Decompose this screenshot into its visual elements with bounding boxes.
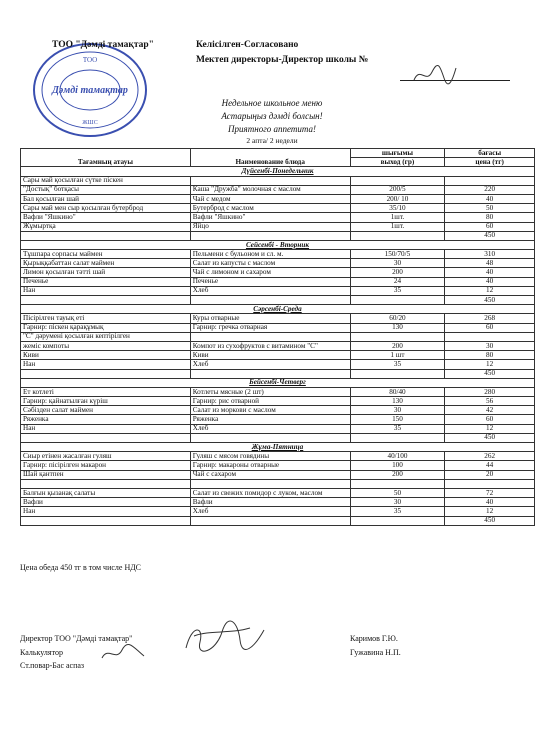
director-label: Директор ТОО "Дәмді тамақтар" [20, 634, 133, 643]
calculator-name: Гужавина Н.П. [350, 648, 401, 657]
menu-row [21, 341, 535, 350]
menu-row [21, 259, 535, 268]
dish-price: 50 [445, 204, 535, 213]
dish-price: 80 [445, 213, 535, 222]
dish-output: 200 [350, 268, 445, 277]
dish-price: 40 [445, 277, 535, 286]
menu-wish-kz: Астарыңыз дәмді болсын! [221, 111, 323, 121]
dish-name-kz: Гарнир: қайнатылған күріш [21, 397, 191, 406]
dish-output: 1шт. [350, 222, 445, 231]
dish-price: 48 [445, 259, 535, 268]
dish-price: 44 [445, 461, 535, 470]
header-output-kz: шығымы [350, 149, 445, 158]
menu-row [21, 360, 535, 369]
empty-cell [190, 516, 350, 525]
menu-row [21, 351, 535, 360]
dish-name-ru [190, 176, 350, 185]
dish-name-ru: Пельмени с бульоном и сл. м. [190, 250, 350, 259]
dish-name-kz: "С" дәрумені қосылған кептірілген [21, 332, 191, 341]
dish-name-ru: Яйцо [190, 222, 350, 231]
day-title: Сейсенбі - Вторник [21, 240, 535, 249]
dish-name-kz: Нан [21, 286, 191, 295]
day-header-row [21, 240, 535, 249]
svg-text:ЖШС: ЖШС [82, 120, 98, 126]
dish-output: 35/10 [350, 204, 445, 213]
dish-name-ru: Салат из моркови с маслом [190, 406, 350, 415]
dish-name-ru: Чай с медом [190, 194, 350, 203]
dish-output: 200/ 10 [350, 194, 445, 203]
menu-wish-ru: Приятного аппетита! [228, 124, 316, 134]
day-total: 450 [445, 516, 535, 525]
dish-name-ru: Гуляш с мясом говядины [190, 452, 350, 461]
dish-name-kz: Тұшпара сорпасы маймен [21, 250, 191, 259]
dish-output [350, 479, 445, 488]
dish-name-kz: Гарнир: пісірілген макарон [21, 461, 191, 470]
dish-name-kz: Вафли [21, 498, 191, 507]
dish-name-ru: Салат из капусты с маслом [190, 259, 350, 268]
svg-text:Дәмді тамақтар: Дәмді тамақтар [52, 85, 128, 96]
menu-row [21, 424, 535, 433]
dish-name-kz: Нан [21, 424, 191, 433]
day-total-row [21, 516, 535, 525]
dish-output: 35 [350, 286, 445, 295]
empty-cell [190, 231, 350, 240]
menu-row [21, 397, 535, 406]
dish-name-ru: Печенье [190, 277, 350, 286]
price-note: Цена обеда 450 тг в том числе НДС [20, 563, 142, 572]
dish-price: 12 [445, 507, 535, 516]
header-output-ru: выход (гр) [350, 158, 445, 167]
menu-title: Недельное школьное меню [221, 98, 323, 108]
dish-name-ru [190, 479, 350, 488]
dish-name-ru: Чай с лимоном и сахаром [190, 268, 350, 277]
day-total-row [21, 231, 535, 240]
dish-price: 42 [445, 406, 535, 415]
dish-name-ru: Хлеб [190, 360, 350, 369]
director-name: Каримов Г.Ю. [350, 634, 398, 643]
empty-cell [21, 433, 191, 442]
menu-row [21, 222, 535, 231]
dish-name-ru: Хлеб [190, 286, 350, 295]
menu-row [21, 286, 535, 295]
calculator-signature [98, 642, 148, 664]
calculator-label: Калькулятор [20, 648, 63, 657]
day-total-row [21, 369, 535, 378]
menu-row [21, 452, 535, 461]
day-header-row [21, 378, 535, 387]
menu-row [21, 268, 535, 277]
dish-price: 30 [445, 341, 535, 350]
empty-cell [350, 516, 445, 525]
dish-output: 200/5 [350, 185, 445, 194]
dish-output: 35 [350, 360, 445, 369]
day-header-row [21, 305, 535, 314]
dish-output: 130 [350, 397, 445, 406]
svg-text:ТОО: ТОО [82, 56, 98, 64]
empty-cell [350, 369, 445, 378]
dish-price: 60 [445, 323, 535, 332]
dish-name-ru: Вафли [190, 498, 350, 507]
dish-name-kz: Сары май мен сыр қосылған бутерброд [21, 204, 191, 213]
dish-price: 268 [445, 314, 535, 323]
header-price-ru: цена (тг) [445, 158, 535, 167]
empty-cell [350, 296, 445, 305]
chef-label: Ст.повар-Бас аспаз [20, 661, 85, 670]
empty-cell [190, 369, 350, 378]
day-header-row [21, 167, 535, 176]
dish-output: 1шт. [350, 213, 445, 222]
dish-name-kz: Ет котлеті [21, 387, 191, 396]
dish-output: 200 [350, 341, 445, 350]
org-name: ТОО "Дәмді тамақтар" [52, 40, 154, 50]
dish-name-ru: Компот из сухофруктов с витамином "С" [190, 341, 350, 350]
dish-price: 12 [445, 286, 535, 295]
menu-row [21, 277, 535, 286]
menu-row [21, 250, 535, 259]
dish-name-kz: Гарнир: піскен қарақұмық [21, 323, 191, 332]
menu-row [21, 507, 535, 516]
dish-name-ru: Ряженка [190, 415, 350, 424]
school-director-signature [410, 62, 460, 86]
day-total: 450 [445, 369, 535, 378]
menu-row [21, 213, 535, 222]
dish-name-kz: Печенье [21, 277, 191, 286]
agreed-label: Келісілген-Согласовано [196, 40, 299, 50]
table-header-row [21, 149, 535, 158]
dish-name-kz: Жұмыртқа [21, 222, 191, 231]
dish-price: 40 [445, 498, 535, 507]
empty-cell [21, 296, 191, 305]
menu-row [21, 194, 535, 203]
dish-price [445, 332, 535, 341]
dish-price: 220 [445, 185, 535, 194]
dish-name-ru [190, 332, 350, 341]
empty-cell [21, 516, 191, 525]
dish-name-ru: Хлеб [190, 507, 350, 516]
dish-output: 60/20 [350, 314, 445, 323]
dish-output: 80/40 [350, 387, 445, 396]
menu-row [21, 185, 535, 194]
dish-price: 280 [445, 387, 535, 396]
dish-name-kz: Сиыр етінен жасалған гуляш [21, 452, 191, 461]
dish-name-kz: Пісірілген тауық еті [21, 314, 191, 323]
dish-output: 30 [350, 406, 445, 415]
director-signature [180, 618, 270, 658]
dish-price: 262 [445, 452, 535, 461]
header-dish-kz: Тағамның атауы [21, 149, 191, 167]
dish-name-ru: Гарнир: гречка отварная [190, 323, 350, 332]
menu-row [21, 470, 535, 479]
empty-cell [190, 296, 350, 305]
dish-name-ru: Бутерброд с маслом [190, 204, 350, 213]
dish-price: 12 [445, 424, 535, 433]
dish-output [350, 332, 445, 341]
dish-price: 80 [445, 351, 535, 360]
menu-row [21, 332, 535, 341]
dish-name-kz: Қырыққабаттан салат маймен [21, 259, 191, 268]
dish-price: 12 [445, 360, 535, 369]
empty-cell [190, 433, 350, 442]
day-title: Сәрсенбі-Среда [21, 305, 535, 314]
dish-name-ru: Куры отварные [190, 314, 350, 323]
dish-name-kz: жеміс компоты [21, 341, 191, 350]
dish-name-kz: Вафли "Яшкино" [21, 213, 191, 222]
dish-name-ru: Каша "Дружба" молочная с маслом [190, 185, 350, 194]
dish-output: 1 шт [350, 351, 445, 360]
empty-cell [21, 231, 191, 240]
dish-name-kz: Ряженка [21, 415, 191, 424]
header-price-kz: бағасы [445, 149, 535, 158]
dish-name-ru: Вафли "Яшкино" [190, 213, 350, 222]
school-director-label: Мектеп директоры-Директор школы № [196, 55, 369, 65]
dish-output: 200 [350, 470, 445, 479]
dish-output: 24 [350, 277, 445, 286]
dish-price: 40 [445, 268, 535, 277]
dish-price: 56 [445, 397, 535, 406]
empty-cell [350, 231, 445, 240]
dish-name-ru: Гарнир: макароны отварные [190, 461, 350, 470]
dish-price: 60 [445, 415, 535, 424]
dish-output: 30 [350, 259, 445, 268]
dish-price: 60 [445, 222, 535, 231]
menu-row [21, 461, 535, 470]
dish-name-kz: Бал қосылған шай [21, 194, 191, 203]
dish-output [350, 176, 445, 185]
dish-output: 100 [350, 461, 445, 470]
dish-price: 20 [445, 470, 535, 479]
dish-output: 50 [350, 488, 445, 497]
header-dish-ru: Наименование блюда [190, 149, 350, 167]
dish-name-kz: Сары май қосылған сүтке піскен [21, 176, 191, 185]
menu-row [21, 479, 535, 488]
dish-name-ru: Чай с сахаром [190, 470, 350, 479]
dish-output: 40/100 [350, 452, 445, 461]
day-total-row [21, 433, 535, 442]
dish-name-kz: Шай қантпен [21, 470, 191, 479]
dish-name-kz: Нан [21, 360, 191, 369]
empty-cell [21, 369, 191, 378]
dish-price: 72 [445, 488, 535, 497]
day-title: Жұма-Пятница [21, 443, 535, 452]
dish-name-ru: Салат из свежих помидор с луком, маслом [190, 488, 350, 497]
menu-row [21, 498, 535, 507]
empty-cell [350, 433, 445, 442]
menu-table [20, 148, 535, 526]
dish-price: 40 [445, 194, 535, 203]
dish-price [445, 479, 535, 488]
dish-price: 310 [445, 250, 535, 259]
menu-row [21, 406, 535, 415]
day-header-row [21, 443, 535, 452]
dish-name-ru: Гарнир: рис отварной [190, 397, 350, 406]
menu-row [21, 176, 535, 185]
dish-name-kz: Сәбізден салат маймен [21, 406, 191, 415]
dish-output: 35 [350, 507, 445, 516]
menu-row [21, 314, 535, 323]
day-total: 450 [445, 231, 535, 240]
dish-name-kz: Киви [21, 351, 191, 360]
dish-name-kz: Нан [21, 507, 191, 516]
day-total: 450 [445, 433, 535, 442]
dish-output: 150/70/5 [350, 250, 445, 259]
dish-name-kz: Лимон қосылған тәтті шай [21, 268, 191, 277]
dish-name-ru: Хлеб [190, 424, 350, 433]
dish-output: 35 [350, 424, 445, 433]
dish-output: 130 [350, 323, 445, 332]
day-title: Бейсенбі-Четверг [21, 378, 535, 387]
dish-name-kz: Балғын қызанақ салаты [21, 488, 191, 497]
dish-name-ru: Котлеты мясные (2 шт) [190, 387, 350, 396]
dish-output: 150 [350, 415, 445, 424]
day-total: 450 [445, 296, 535, 305]
dish-name-ru: Киви [190, 351, 350, 360]
menu-row [21, 204, 535, 213]
dish-name-kz [21, 479, 191, 488]
menu-row [21, 488, 535, 497]
day-title: Дүйсенбі-Понедельник [21, 167, 535, 176]
day-total-row [21, 296, 535, 305]
dish-output: 30 [350, 498, 445, 507]
menu-row [21, 415, 535, 424]
menu-row [21, 323, 535, 332]
dish-name-kz: "Достық" ботқасы [21, 185, 191, 194]
menu-row [21, 387, 535, 396]
dish-price [445, 176, 535, 185]
menu-week: 2 апта/ 2 недели [246, 136, 298, 145]
